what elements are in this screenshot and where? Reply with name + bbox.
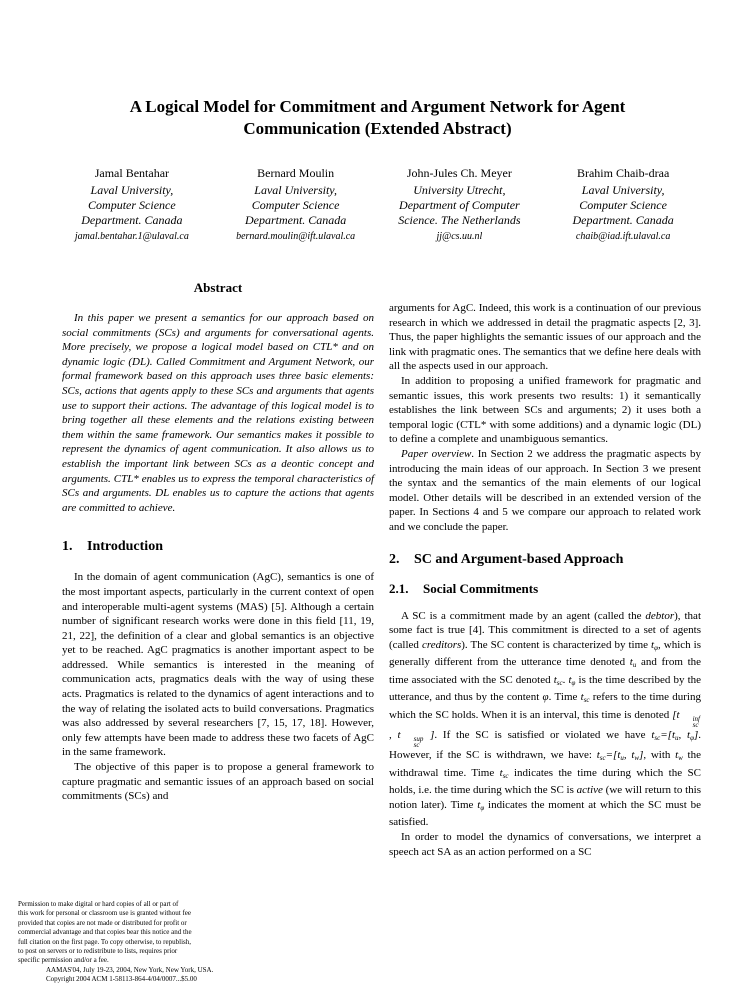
footnote-line: Copyright 2004 ACM 1-58113-864-4/04/0007...$5.00 [46,975,197,984]
page-title [0,96,755,140]
text-segment: sc [583,696,590,705]
text-segment: t [499,766,503,779]
abstract-text: In this paper we present a semantics for our approach based on social commitments (SCs) and arguments for conversational agents. More precisely, we propose a logical model based on CTL* and on dynamic logic (DL). Called Commitment and Argument Network, our formal framework based on this approach uses three basic elements: SCs, actions that agents apply to these SCs and arguments that agents use to support their actions. The advantage of this logical model is to bring together all these elements and the relations existing between them within the same framework. Our semantics makes it possible to represent the dynamics of agent communication. It also allows us to establish the important link between SCs as a deontic concept and arguments. CTL* enables us to express the temporal characteristics of SCs and arguments. DL enables us to capture the actions that agents are committed to achieve. [62,312,374,514]
text-segment: . In Section 2 we address the pragmatic aspects by introducing the main ideas of our approach. In Section 3 we present the syntax and the semantics of the main elements of our logical model. Other details will be described in an extended version of the paper. In Sections 4 and 5 we compare our approach to related work and we conclude the paper. [389,447,702,533]
text-segment: is the time described by the utterance, and thus by the content [389,673,702,704]
results-paragraph: In addition to proposing a unified framework for pragmatic and semantic issues, this work presents two results: 1) it semantically establishes the link between SCs and arguments; 2) it uses both a temporal logic (CTL* with some additions) and a dynamic logic (DL) to define a complete and unambiguous semantics. [389,374,701,446]
author-email: jamal.bentahar.1@ulaval.ca [74,231,189,242]
text-segment: (we will return to this notion later). Time [389,784,701,811]
two-column-body [62,280,701,859]
text-segment: u [675,734,679,743]
social-commitments-paragraph [389,609,701,831]
author-block-4 [541,166,705,244]
text-segment: . Time [548,691,581,704]
footnote-line: to post on servers or to redistribute to lists, requires prior [18,947,178,956]
footnote-line: specific permission and/or a fee. [18,956,109,965]
text-segment: , which is generally different from the utterance time denoted [389,638,701,669]
author-affiliation-line: Department. Canada [244,213,347,227]
text-segment: =[t [660,729,676,742]
author-name: Brahim Chaib-draa [576,166,670,180]
author-affiliation-line: Computer Science [579,198,667,212]
text-segment: active [576,784,603,797]
text-segment: u [632,661,637,670]
footnote-citation [18,966,308,985]
text-segment: creditors [421,638,462,651]
text-segment: sc [556,678,563,687]
text-segment: refers to the time during which the SC holds. When it is an interval, this time is denoted [389,691,701,722]
text-segment: t [477,798,481,811]
text-segment: indicates the moment at which the SC must be satisfied. [389,798,701,829]
text-segment: . If the SC is satisfied or violated we have [434,729,652,742]
text-segment: debtor [645,609,675,622]
text-segment: φ [654,643,658,652]
text-segment: t [596,749,600,762]
text-segment: w [678,754,683,763]
text-segment: , with [643,749,676,762]
text-segment: φ [690,734,694,743]
continuation-paragraph: arguments for AgC. Indeed, this work is a continuation of our previous research in which we addressed in detail the pragmatic aspects [2, 3]. Thus, the paper highlights the semantic issues of our approach and the link with pragmatic ones. The semantics that we define here deals with all the aspects used in our approach. [389,302,701,373]
author-block-1 [50,166,214,244]
heading-label: Social Commitments [423,580,539,596]
section-2-1-heading [389,581,701,596]
left-column [62,280,374,859]
text-segment: φ [480,803,485,812]
author-affiliation-line: Laval University, [581,183,665,197]
intro-paragraph-1: In the domain of agent communication (AgC), semantics is one of the most important aspects, particularly in the current context of open and interoperable multi-agent systems (MAS) [5]. Although a certain number of significant research works were done in this field [11, 19, 21, 22], the definition of a clear and global semantics is an objective yet to be reached. AgC pragmatics is another important aspect to be addressed. While semantics is interested in the meaning of communication acts, pragmatics deals with the way of using these acts. Pragmatics is related to the dynamics of agent interactions and to the way of relating the isolated acts to build conversations. Pragmatics was also addressed by several researchers [7, 15, 17, 18]. However, only few attempts have been made to address these two facets of AgC in the same framework. [62,571,374,759]
text-segment: . [562,673,569,686]
text-segment: t [568,673,572,686]
paper-overview-paragraph [389,447,701,535]
text-segment: t [651,638,655,651]
text-segment: =[t [605,749,621,762]
text-segment: , t [623,749,635,762]
text-segment: indicates the time during which the SC holds, i.e. the time during which the SC is [389,766,701,797]
footnote-line: commercial advantage and that copies bear this notice and the [18,928,192,937]
author-affiliation-line: Department. Canada [81,213,183,227]
text-segment: the withdrawal time. Time [389,749,701,779]
text-segment: [t [672,709,680,722]
section-2-heading [389,552,701,568]
heading-label: Introduction [87,539,163,555]
footnote-line: AAMAS'04, July 19-23, 2004, New York, New York, USA. [46,965,214,974]
intro-paragraph-2: The objective of this paper is to propose a general framework to capture pragmatic and semantic issues of an approach based on social commitments (SCs) and [62,761,374,803]
footnote-line: this work for personal or classroom use is granted without fee [18,909,192,918]
author-affiliation-line: Department. Canada [572,213,674,227]
author-affiliation-line: Computer Science [251,198,340,212]
text-segment: w [634,754,640,763]
text-segment: . However, if the SC is withdrawn, we have: [389,729,702,762]
author-name: Jamal Bentahar [94,166,170,180]
abstract-heading: Abstract [193,280,243,295]
text-segment: Paper overview [401,447,472,460]
text-segment: ), that some fact is true [4]. This commitment is directed to a set of agents (called [389,609,701,651]
author-affiliation-line: Science. The Netherlands [398,213,521,227]
authors-section [50,166,705,244]
text-segment: and from the time associated with the SC denoted [389,656,702,686]
right-column [389,280,701,859]
text-segment: A SC is a commitment made by an agent (called the [401,609,646,622]
footnote-permission [18,900,308,966]
speech-act-paragraph: In order to model the dynamics of conversations, we interpret a speech act SA as an action performed on a SC [389,831,701,858]
author-affiliation-line: University Utrecht, [413,183,506,197]
author-email: chaib@iad.ift.ulaval.ca [575,231,671,242]
copyright-footnote [18,900,308,985]
section-1-heading [62,539,374,555]
text-segment: sc [654,734,661,743]
heading-number: 2.1. [389,580,409,596]
text-segment: sc [502,771,509,780]
text-segment: u [620,754,624,763]
text-segment: , t [678,729,691,742]
text-segment: ] [639,749,644,762]
author-affiliation-line: Laval University, [90,183,174,197]
text-segment: φ [542,691,549,704]
text-segment: , t [389,729,401,742]
footnote-line: full citation on the first page. To copy otherwise, to republish, [18,937,191,946]
text-segment: φ [571,678,576,687]
text-segment: t [675,749,679,762]
heading-number: 2. [389,551,400,567]
text-segment: t [580,691,584,704]
author-block-3 [378,166,542,244]
author-affiliation-line: Computer Science [88,198,176,212]
author-name: Bernard Moulin [257,166,335,180]
author-block-2 [214,166,378,244]
heading-number: 1. [62,539,73,555]
text-segment: sc [599,754,606,763]
author-affiliation-line: Laval University, [254,183,337,197]
footnote-line: provided that copies are not made or distributed for profit or [18,918,187,927]
text-segment: sup sc [413,735,424,750]
heading-label: SC and Argument-based Approach [414,551,624,567]
footnote-line: Permission to make digital or hard copies of all or part of [18,900,179,908]
text-segment: inf sc [692,715,700,730]
text-segment: ] [424,729,435,742]
text-segment: t [629,656,633,669]
author-affiliation-line: Department of Computer [399,198,520,212]
text-segment: t [553,673,557,686]
text-segment: ] [693,729,699,742]
paper-title-text: A Logical Model for Commitment and Argument Network for Agent Communication (Extended Abstract) [129,97,626,138]
text-segment: t [651,729,655,742]
author-email: bernard.moulin@ift.ulaval.ca [236,231,356,242]
author-email: jj@cs.uu.nl [436,231,483,242]
author-name: John-Jules Ch. Meyer [406,166,512,180]
text-segment: ). The SC content is characterized by time [461,638,652,651]
